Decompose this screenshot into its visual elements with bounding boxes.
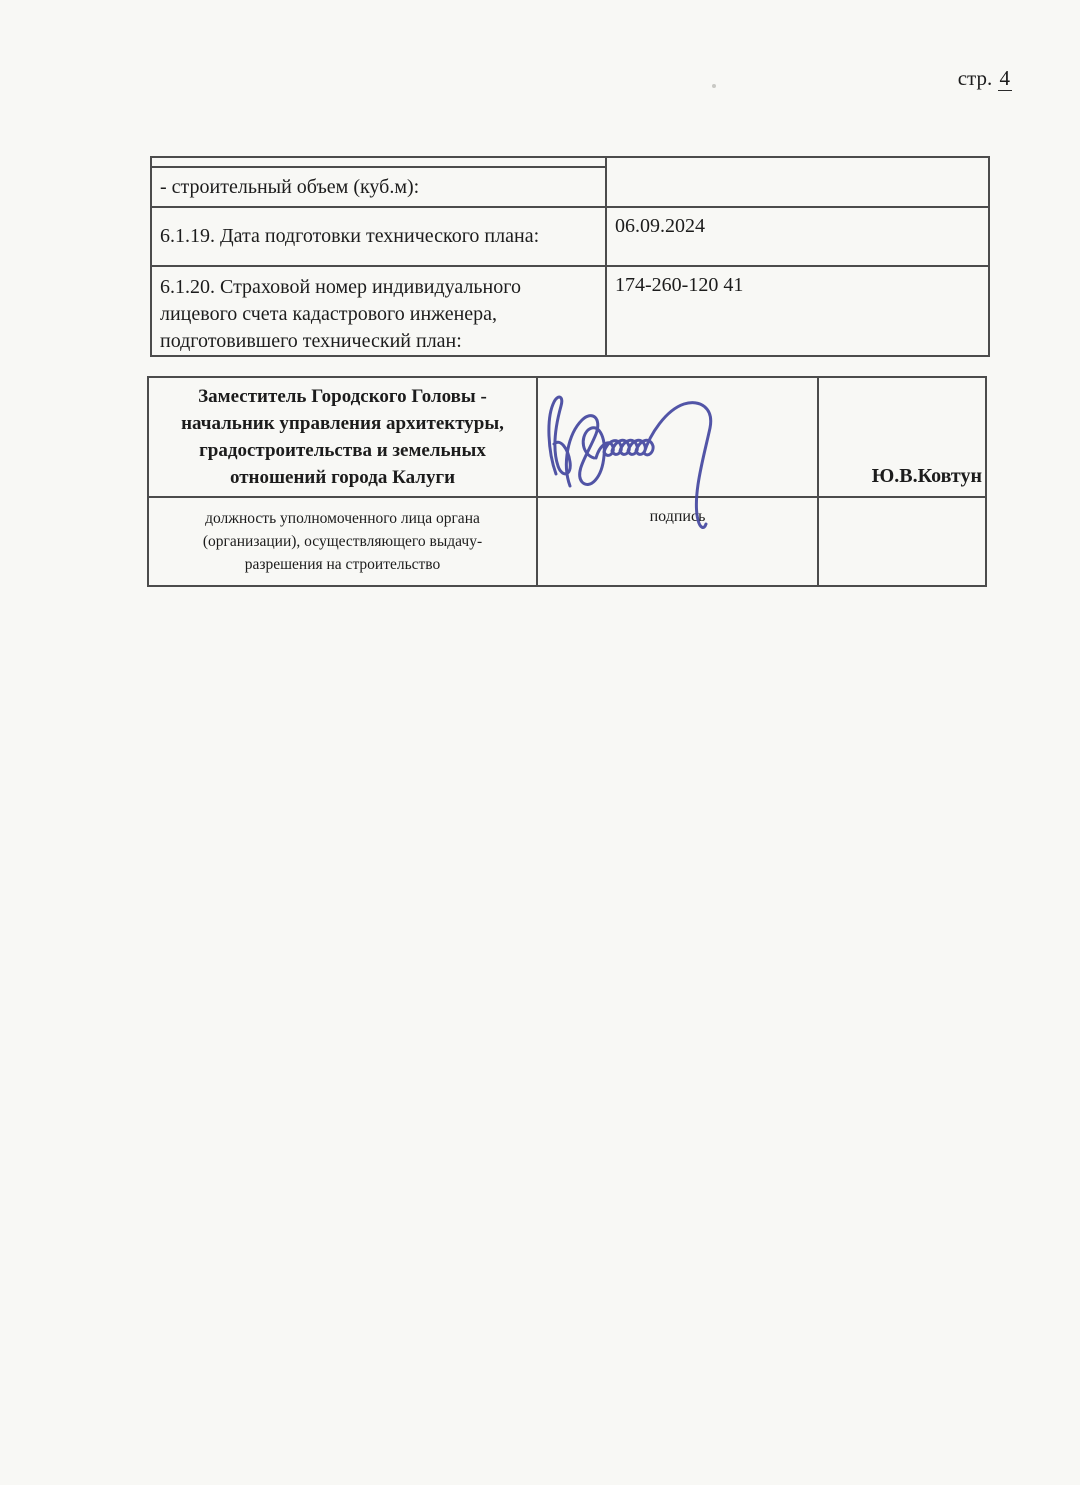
details-table [150,156,990,357]
official-title: Заместитель Городского Головы - начальник управления архитектуры, градостроительства и земельных отношений города Калуги [148,377,537,497]
table-row [151,157,989,167]
details-value-plan-date: 06.09.2024 [606,207,989,266]
details-label-plan-date: 6.1.19. Дата подготовки технического плана: [151,207,606,266]
signature-table [147,376,987,587]
official-title-caption: должность уполномоченного лица органа (организации), осуществляющего выдачу-разрешения на строительство [148,497,537,586]
signature-caption: подпись [537,497,818,586]
details-value-volume [606,157,989,207]
page-number-label: стр. [957,66,993,90]
page-number-value: 4 [999,66,1010,90]
details-value-snils: 174-260-120 41 [606,266,989,356]
signer-name: Ю.В.Ковтун [818,377,986,497]
details-label-volume: - строительный объем (куб.м): [151,167,606,207]
table-row [151,266,989,356]
table-row [148,497,986,586]
scan-artifact-speck [712,84,716,88]
page-number [958,66,1012,91]
empty-cell [818,497,986,586]
signature-cell [537,377,818,497]
table-row [148,377,986,497]
details-sliver-cell [151,157,606,167]
details-label-snils: 6.1.20. Страховой номер индивидуального лицевого счета кадастрового инженера, подготовившего технический план: [151,266,606,356]
table-row [151,207,989,266]
